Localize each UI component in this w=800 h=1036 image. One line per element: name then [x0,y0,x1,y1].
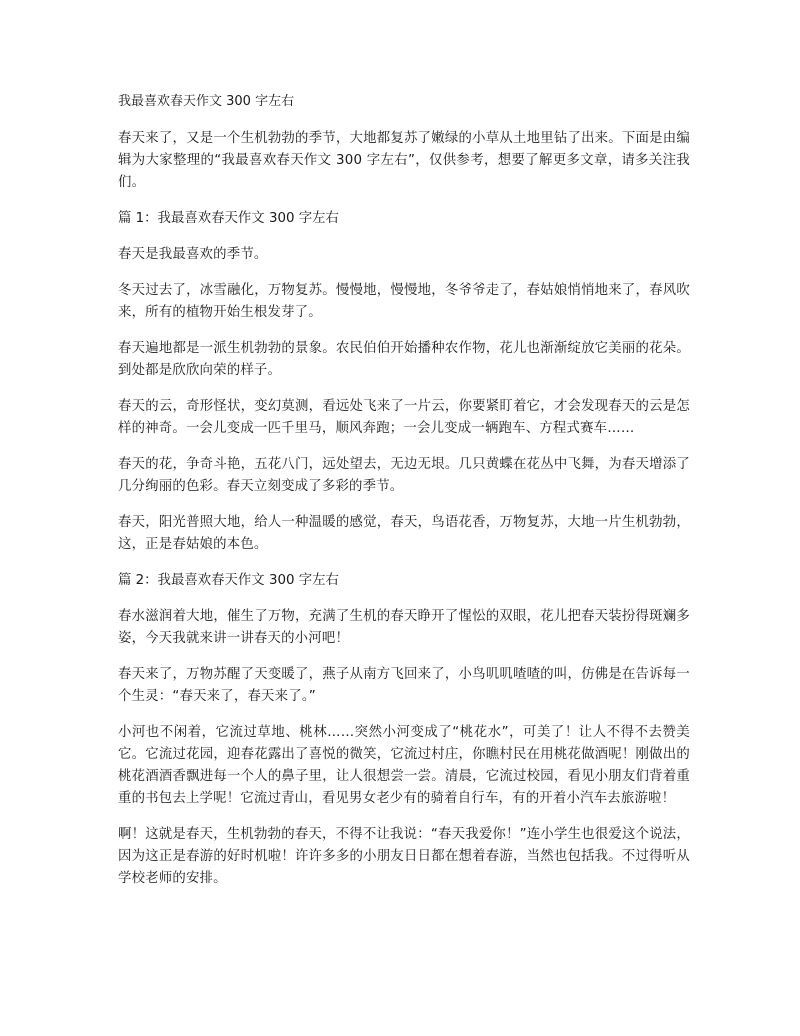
section-1-paragraph: 春天的花，争奇斗艳，五花八门，远处望去，无边无垠。几只黄蝶在花丛中飞舞，为春天增添了几分绚丽的色彩。春天立刻变成了多彩的季节。 [118,457,690,494]
section-1-paragraph: 春天遍地都是一派生机勃勃的景象。农民伯伯开始播种农作物，花儿也渐渐绽放它美丽的花朵。到处都是欣欣向荣的样子。 [118,341,690,378]
section-2-paragraph: 啊！这就是春天，生机勃勃的春天，不得不让我说：“春天我爱你！”连小学生也很爱这个说法，因为这正是春游的好时机啦！许许多多的小朋友日日都在想着春游，当然也包括我。不过得听从学校老师的安排。 [118,827,690,886]
section-1-heading: 篇 1：我最喜欢春天作文 300 字左右 [118,211,339,226]
document-page [118,92,690,904]
section-2-paragraph: 春天来了，万物苏醒了天变暖了，燕子从南方飞回来了，小鸟叽叽喳喳的叫，仿佛是在告诉每一个生灵：“春天来了，春天来了。” [118,667,690,704]
document-title: 我最喜欢春天作文 300 字左右 [118,94,295,109]
intro-paragraph: 春天来了，又是一个生机勃勃的季节，大地都复苏了嫩绿的小草从土地里钻了出来。下面是由编辑为大家整理的“我最喜欢春天作文 300 字左右”，仅供参考，想要了解更多文章，请多关注我们。 [118,131,690,190]
section-2-heading: 篇 2：我最喜欢春天作文 300 字左右 [118,573,339,588]
section-1-paragraph: 春天是我最喜欢的季节。 [118,247,268,262]
section-1-paragraph: 春天，阳光普照大地，给人一种温暖的感觉，春天，鸟语花香，万物复苏，大地一片生机勃勃，这，正是春姑娘的本色。 [118,515,690,552]
section-1-paragraph: 冬天过去了，冰雪融化，万物复苏。慢慢地，慢慢地，冬爷爷走了，春姑娘悄悄地来了，春风吹来，所有的植物开始生根发芽了。 [118,283,690,320]
section-2-paragraph: 小河也不闲着，它流过草地、桃林……突然小河变成了“桃花水”，可美了！让人不得不去赞美它。它流过花园，迎春花露出了喜悦的微笑，它流过村庄，你瞧村民在用桃花做酒呢！刚做出的桃花酒酒香飘进每一个人的鼻子里，让人很想尝一尝。清晨，它流过校园，看见小朋友们背着重重的书包去上学呢！它流过青山，看见男女老少有的骑着自行车，有的开着小汽车去旅游啦！ [118,725,690,806]
section-2-paragraph: 春水滋润着大地，催生了万物，充满了生机的春天睁开了惺忪的双眼，花儿把春天装扮得斑斓多姿，今天我就来讲一讲春天的小河吧！ [118,609,690,646]
section-1-paragraph: 春天的云，奇形怪状，变幻莫测，看远处飞来了一片云，你要紧盯着它，才会发现春天的云是怎样的神奇。一会儿变成一匹千里马，顺风奔跑；一会儿变成一辆跑车、方程式赛车…… [118,399,690,436]
